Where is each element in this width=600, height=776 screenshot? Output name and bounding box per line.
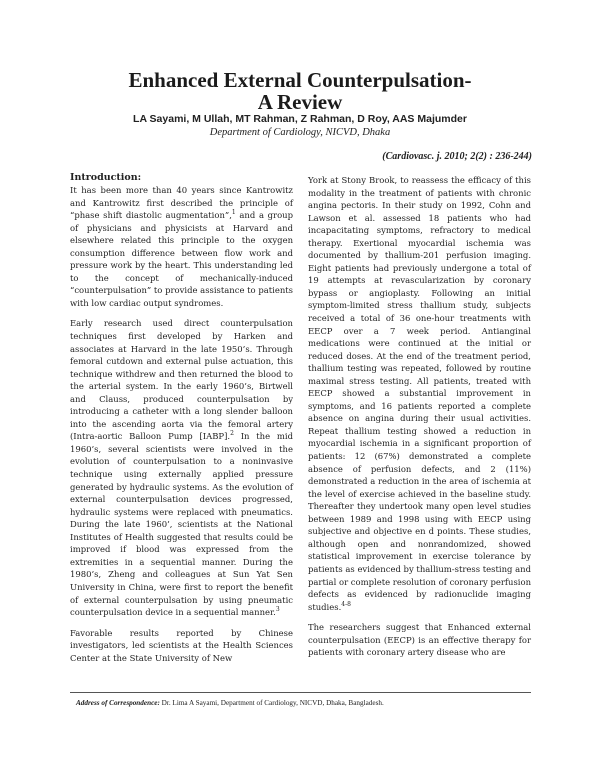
footer-text: Dr. Lima A Sayami, Department of Cardiology, NICVD, Dhaka, Bangladesh. — [159, 699, 384, 707]
left-column — [70, 172, 293, 672]
author-list: LA Sayami, M Ullah, MT Rahman, Z Rahman, D Roy, AAS Majumder — [133, 113, 467, 125]
paragraph — [70, 184, 293, 309]
department: Department of Cardiology, NICVD, Dhaka — [209, 127, 391, 138]
paragraph — [308, 174, 531, 613]
reference-marker: 4-8 — [341, 600, 351, 608]
reference-marker: 3 — [275, 606, 280, 614]
footer-label: Address of Correspondence: — [76, 699, 160, 707]
article-title-line-2: A Review — [257, 90, 343, 114]
paragraph: Favorable results reported by Chinese investigators, led scientists at the Health Sciences Center at the State University of New — [70, 627, 293, 663]
paragraph-text: York at Stony Brook, to reassess the efficacy of this modality in the treatment of patients with chronic angina pectoris. In their study on 1992, Cohn and Lawson et al. assessed 18 patients who had incapacitating symptoms, refractory to medical therapy. Exertional myocardial ischemia was documented by thallium-201 perfusion imaging. Eight patients had previously undergone a total of 19 attempts at revascularization by coronary bypass or angioplasty. Following an initial symptom-limited stress thallium study, subjects received a total of 36 one-hour treatments with EECP over a 7 week period. Antianginal medications were continued at the initial or reduced doses. At the end of the treatment period, thallium testing was repeated, followed by routine maximal stress testing. All patients, treated with EECP showed a substantial improvement in symptoms, and 16 patients reported a complete absence on angina during their usual activities. Repeat thallium testing showed a reduction in myocardial ischemia in a significant proportion of patients: 12 (67%) demonstrated a complete absence of perfusion defects, and 2 (11%) demonstrated a reduction in the area of ischemia at the level of exercise achieved in the baseline study. Thereafter they undertook many open level studies between 1989 and 1998 using with EECP using subjective and objective en d points. These studies, although open and nonrandomized, showed statistical improvement in exercise tolerance by patients as evidenced by thallium-stress testing and partial or complete resolution of coronary perfusion defects as evidenced by radionuclide imaging studies. — [308, 175, 531, 612]
article-title-line-1: Enhanced External Counterpulsation- — [128, 68, 472, 92]
reference-marker: 1 — [231, 209, 236, 217]
section-heading-introduction: Introduction: — [70, 172, 142, 183]
paragraph-text: In the mid 1960’s, several scientists were involved in the evolution of counterpulsation to a noninvasive technique using externally applied pressure generated by hydraulic systems. As the evolution of external counterpulsation devices progressed, hydraulic systems were replaced with pneumatics. During the late 1960’, scientists at the National Institutes of Health suggested that results could be improved if blood was expressed from the extremities in a sequential manner. During the 1980’s, Zheng and colleagues at Sun Yat Sen University in China, were first to report the benefit of external counterpulsation by using pneumatic counterpulsation device in a sequential manner. — [70, 431, 293, 618]
paragraph — [70, 317, 293, 618]
reference-marker: 2 — [230, 430, 234, 438]
right-column — [308, 174, 531, 667]
correspondence-footer — [76, 699, 384, 707]
paragraph-text: It has been more than 40 years since Kantrowitz and Kantrowitz first described the principle of “phase shift diastolic augmentation”, — [70, 185, 293, 221]
paragraph-text: Early research used direct counterpulsation techniques first developed by Harken and associates at Harvard in the late 1950’s. Through femoral cutdown and external pulse actuation, this technique withdrew and then returned the blood to the arterial system. In the early 1960’s, Birtwell and Clauss, produced counterpulsation by introducing a catheter with a long slender balloon into the ascending aorta via the femoral artery (Intra-aortic Balloon Pump [IABP]. — [70, 318, 293, 442]
footer-divider — [70, 692, 531, 693]
paragraph: The researchers suggest that Enhanced external counterpulsation (EECP) is an effective therapy for patients with coronary artery disease who are — [308, 622, 531, 658]
journal-citation: (Cardiovasc. j. 2010; 2(2) : 236-244) — [382, 151, 532, 162]
paragraph-text: and a group of physicians and physicists at Harvard and elsewhere related this principle to the oxygen consumption difference between flow work and pressure work by the heart. This understanding led to the concept of mechanically-induced “counterpulsation” to provide assistance to patients with low cardiac output syndromes. — [70, 210, 293, 308]
